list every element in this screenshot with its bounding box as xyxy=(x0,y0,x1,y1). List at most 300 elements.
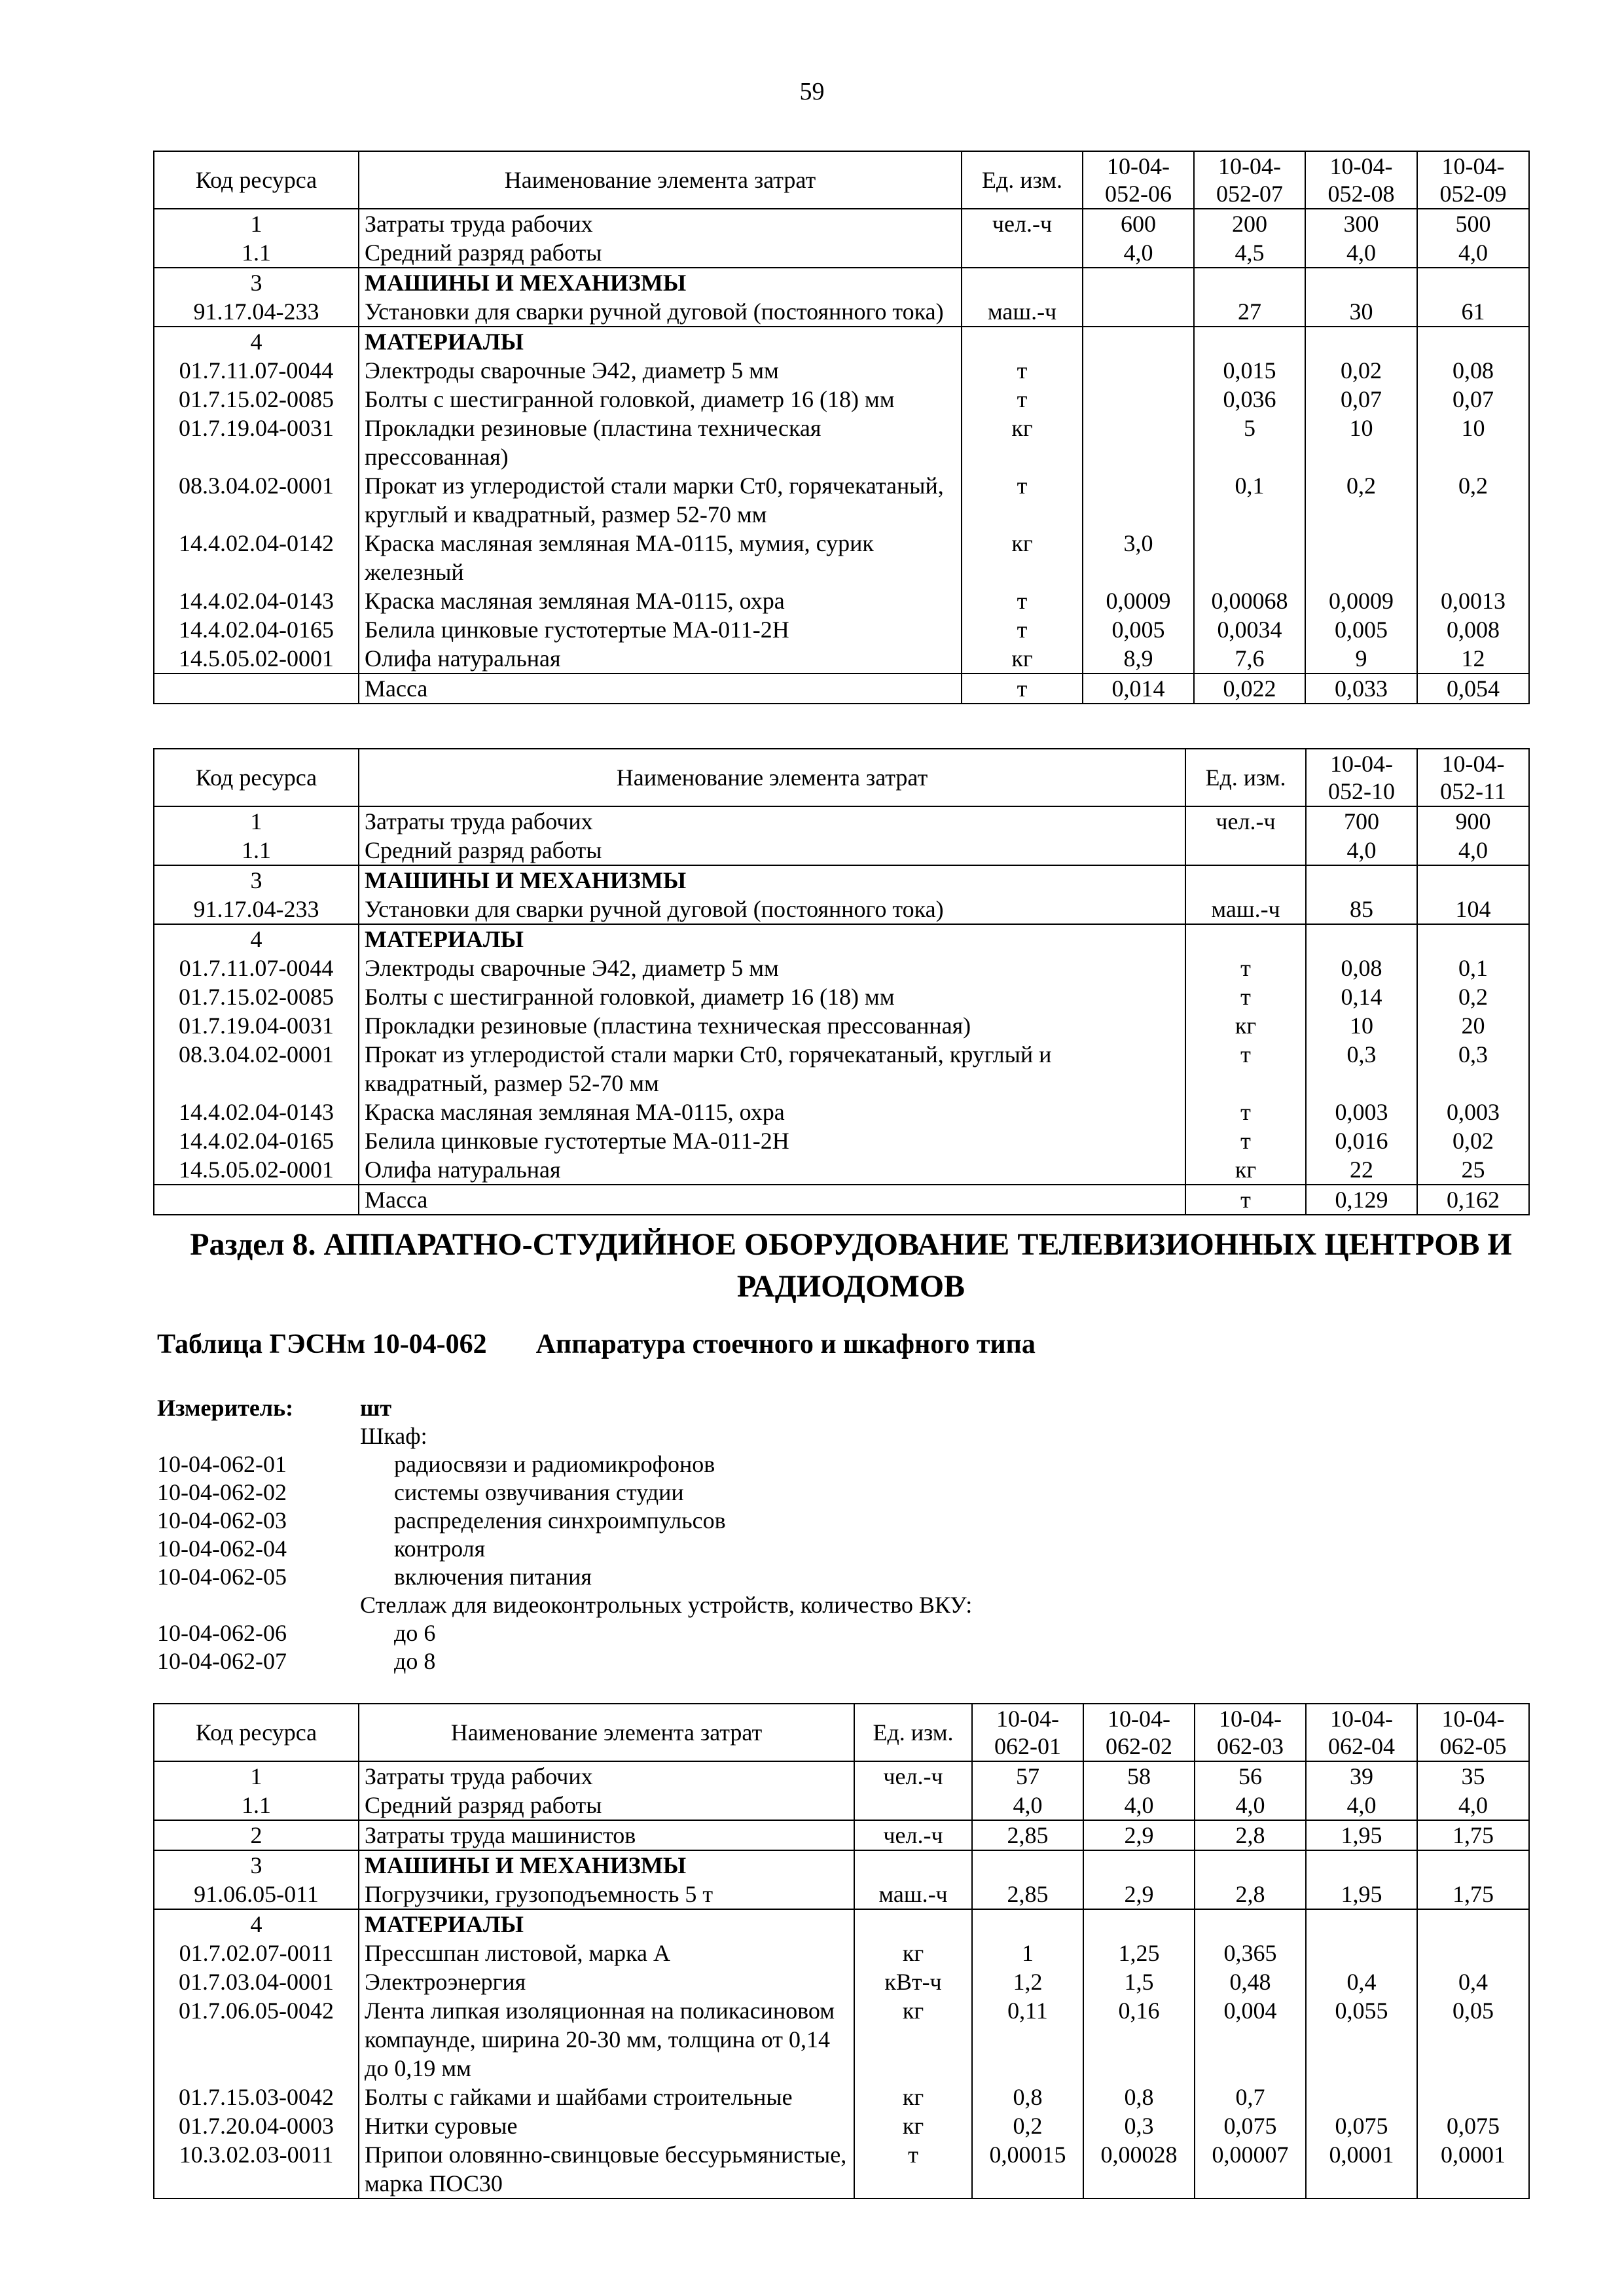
unit xyxy=(1185,836,1306,865)
value-cell xyxy=(1417,924,1529,954)
value-cell xyxy=(1306,924,1417,954)
resource-code: 14.4.02.04-0165 xyxy=(154,1126,359,1155)
resource-code: 01.7.20.04-0003 xyxy=(154,2111,359,2140)
value-cell: 0,003 xyxy=(1306,1098,1417,1126)
value-cell: 85 xyxy=(1306,895,1417,924)
meter-text: до 6 xyxy=(394,1620,436,1646)
value-cell: 0,0001 xyxy=(1306,2140,1417,2198)
value-cell: 39 xyxy=(1306,1761,1417,1791)
resource-name: Установки для сварки ручной дуговой (постоянного тока) xyxy=(359,297,962,327)
resource-name: Краска масляная земляная МА-0115, мумия, сурик железный xyxy=(359,529,962,586)
resource-name: Олифа натуральная xyxy=(359,644,962,673)
header-unit: Ед. изм. xyxy=(1185,749,1306,806)
table-row xyxy=(154,895,1529,924)
value-cell: 0,4 xyxy=(1417,1967,1529,1996)
value-cell xyxy=(1083,268,1194,297)
unit xyxy=(962,268,1083,297)
value-cell: 0,005 xyxy=(1305,615,1417,644)
value-cell: 2,9 xyxy=(1083,1820,1195,1850)
resource-name: Масса xyxy=(359,1185,1185,1215)
header-row xyxy=(154,749,1529,806)
resource-code: 01.7.15.03-0042 xyxy=(154,2083,359,2111)
resource-table-062 xyxy=(153,1703,1530,2199)
table-row xyxy=(154,414,1529,471)
unit: маш.-ч xyxy=(962,297,1083,327)
unit: т xyxy=(1185,982,1306,1011)
resource-name: Болты с шестигранной головкой, диаметр 16 (18) мм xyxy=(359,982,1185,1011)
table-row xyxy=(154,1155,1529,1185)
unit xyxy=(854,1850,972,1880)
value-cell: 0,0034 xyxy=(1194,615,1305,644)
value-cell: 2,8 xyxy=(1195,1880,1306,1909)
value-cell: 0,3 xyxy=(1417,1040,1529,1098)
resource-name: Погрузчики, грузоподъемность 5 т xyxy=(359,1880,854,1909)
value-cell: 10 xyxy=(1417,414,1529,471)
value-cell: 0,2 xyxy=(1417,471,1529,529)
table-row xyxy=(154,2083,1529,2111)
value-cell: 3,0 xyxy=(1083,529,1194,586)
resource-name: Прокат из углеродистой стали марки Ст0, горячекатаный, круглый и квадратный, размер 52-70 мм xyxy=(359,471,962,529)
resource-code xyxy=(154,1185,359,1215)
table-row xyxy=(154,1098,1529,1126)
unit: кг xyxy=(962,644,1083,673)
meter-code: 10-04-062-03 xyxy=(157,1507,287,1534)
value-cell: 4,0 xyxy=(1306,836,1417,865)
value-cell xyxy=(1306,1939,1417,1967)
resource-code: 14.5.05.02-0001 xyxy=(154,1155,359,1185)
value-cell: 0,05 xyxy=(1417,1996,1529,2083)
value-cell: 0,129 xyxy=(1306,1185,1417,1215)
resource-code: 91.06.05-011 xyxy=(154,1880,359,1909)
table-row xyxy=(154,297,1529,327)
value-cell: 1,25 xyxy=(1083,1939,1195,1967)
resource-code: 4 xyxy=(154,327,359,356)
value-cell: 0,008 xyxy=(1417,615,1529,644)
table-row xyxy=(154,1996,1529,2083)
value-cell xyxy=(1417,1939,1529,1967)
value-cell: 0,3 xyxy=(1306,1040,1417,1098)
header-code: Код ресурса xyxy=(154,749,359,806)
value-cell: 4,0 xyxy=(1417,238,1529,268)
value-cell: 1,5 xyxy=(1083,1967,1195,1996)
resource-code: 14.4.02.04-0142 xyxy=(154,529,359,586)
value-cell: 10 xyxy=(1305,414,1417,471)
value-cell: 4,0 xyxy=(1083,238,1194,268)
table-row xyxy=(154,1939,1529,1967)
resource-code: 08.3.04.02-0001 xyxy=(154,1040,359,1098)
unit: кг xyxy=(854,1939,972,1967)
resource-code: 4 xyxy=(154,924,359,954)
table-row xyxy=(154,2140,1529,2198)
value-cell: 12 xyxy=(1417,644,1529,673)
meter-code: Измеритель: xyxy=(157,1395,294,1421)
resource-code: 01.7.11.07-0044 xyxy=(154,954,359,982)
value-cell: 0,004 xyxy=(1195,1996,1306,2083)
value-cell: 4,0 xyxy=(1306,1791,1417,1820)
value-cell: 200 xyxy=(1194,209,1305,238)
table-row xyxy=(154,982,1529,1011)
header-row xyxy=(154,151,1529,209)
resource-code: 01.7.19.04-0031 xyxy=(154,414,359,471)
value-cell: 2,9 xyxy=(1083,1880,1195,1909)
value-cell: 5 xyxy=(1194,414,1305,471)
resource-name: Лента липкая изоляционная на поликасиновом компаунде, ширина 20-30 мм, толщина от 0,14 до 0,19 мм xyxy=(359,1996,854,2083)
value-cell: 0,00028 xyxy=(1083,2140,1195,2198)
value-cell xyxy=(1194,327,1305,356)
value-cell: 0,2 xyxy=(1417,982,1529,1011)
value-cell xyxy=(1306,865,1417,895)
table-row xyxy=(154,1909,1529,1939)
resource-code: 1.1 xyxy=(154,1791,359,1820)
unit: кг xyxy=(1185,1155,1306,1185)
value-cell xyxy=(1417,1850,1529,1880)
value-cell: 58 xyxy=(1083,1761,1195,1791)
value-cell: 2,85 xyxy=(972,1820,1083,1850)
value-cell: 0,2 xyxy=(972,2111,1083,2140)
table-row xyxy=(154,1791,1529,1820)
value-cell xyxy=(1417,2083,1529,2111)
value-cell: 4,0 xyxy=(1417,836,1529,865)
meter-text: до 8 xyxy=(394,1648,436,1674)
table-row xyxy=(154,924,1529,954)
value-cell: 1 xyxy=(972,1939,1083,1967)
resource-name: МАШИНЫ И МЕХАНИЗМЫ xyxy=(359,1850,854,1880)
resource-code: 1 xyxy=(154,1761,359,1791)
resource-name: Болты с шестигранной головкой, диаметр 16 (18) мм xyxy=(359,385,962,414)
value-cell: 0,2 xyxy=(1305,471,1417,529)
table-caption xyxy=(157,1329,1036,1360)
resource-name: Прессшпан листовой, марка А xyxy=(359,1939,854,1967)
resource-name: Электроэнергия xyxy=(359,1967,854,1996)
unit: т xyxy=(1185,1126,1306,1155)
value-cell: 1,95 xyxy=(1306,1820,1417,1850)
value-cell: 0,8 xyxy=(1083,2083,1195,2111)
value-cell xyxy=(1417,529,1529,586)
table-row xyxy=(154,1967,1529,1996)
value-cell: 56 xyxy=(1195,1761,1306,1791)
unit: т xyxy=(962,385,1083,414)
header-column-code: 10-04- 062-04 xyxy=(1306,1704,1417,1761)
value-cell xyxy=(1305,268,1417,297)
resource-code: 91.17.04-233 xyxy=(154,297,359,327)
value-cell: 0,014 xyxy=(1083,673,1194,704)
unit: т xyxy=(962,673,1083,704)
table-row xyxy=(154,1185,1529,1215)
unit: чел.-ч xyxy=(1185,806,1306,836)
value-cell: 0,7 xyxy=(1195,2083,1306,2111)
header-code: Код ресурса xyxy=(154,1704,359,1761)
value-cell xyxy=(1305,327,1417,356)
value-cell xyxy=(1194,529,1305,586)
value-cell xyxy=(1083,1909,1195,1939)
resource-name: Белила цинковые густотертые МА-011-2Н xyxy=(359,615,962,644)
header-column-code: 10-04- 052-11 xyxy=(1417,749,1529,806)
header-column-code: 10-04- 062-03 xyxy=(1195,1704,1306,1761)
value-cell: 0,14 xyxy=(1306,982,1417,1011)
meter-text: распределения синхроимпульсов xyxy=(394,1507,726,1534)
resource-code xyxy=(154,673,359,704)
unit: чел.-ч xyxy=(854,1820,972,1850)
resource-name: МАТЕРИАЛЫ xyxy=(359,327,962,356)
resource-code: 1 xyxy=(154,806,359,836)
value-cell: 30 xyxy=(1305,297,1417,327)
header-unit: Ед. изм. xyxy=(854,1704,972,1761)
unit: маш.-ч xyxy=(1185,895,1306,924)
value-cell: 0,00015 xyxy=(972,2140,1083,2198)
value-cell: 0,022 xyxy=(1194,673,1305,704)
value-cell: 0,48 xyxy=(1195,1967,1306,1996)
value-cell xyxy=(1083,1850,1195,1880)
value-cell: 10 xyxy=(1306,1011,1417,1040)
resource-name: Электроды сварочные Э42, диаметр 5 мм xyxy=(359,356,962,385)
table-row xyxy=(154,1850,1529,1880)
value-cell xyxy=(1083,385,1194,414)
value-cell: 4,5 xyxy=(1194,238,1305,268)
resource-name: Прокладки резиновые (пластина техническая прессованная) xyxy=(359,414,962,471)
value-cell: 0,033 xyxy=(1305,673,1417,704)
unit: чел.-ч xyxy=(854,1761,972,1791)
value-cell: 4,0 xyxy=(1195,1791,1306,1820)
unit xyxy=(854,1909,972,1939)
table-row xyxy=(154,1040,1529,1098)
resource-name: Средний разряд работы xyxy=(359,1791,854,1820)
value-cell: 25 xyxy=(1417,1155,1529,1185)
table-row xyxy=(154,1126,1529,1155)
resource-name: Затраты труда рабочих xyxy=(359,209,962,238)
value-cell: 0,02 xyxy=(1417,1126,1529,1155)
resource-table-052-a xyxy=(153,151,1530,704)
unit: т xyxy=(1185,954,1306,982)
value-cell: 4,0 xyxy=(1083,1791,1195,1820)
value-cell: 0,07 xyxy=(1305,385,1417,414)
header-code: Код ресурса xyxy=(154,151,359,209)
value-cell: 57 xyxy=(972,1761,1083,1791)
resource-name: Болты с гайками и шайбами строительные xyxy=(359,2083,854,2111)
value-cell: 0,0013 xyxy=(1417,586,1529,615)
table-row xyxy=(154,615,1529,644)
resource-code: 01.7.11.07-0044 xyxy=(154,356,359,385)
value-cell xyxy=(1194,268,1305,297)
resource-name: МАШИНЫ И МЕХАНИЗМЫ xyxy=(359,865,1185,895)
value-cell: 300 xyxy=(1305,209,1417,238)
value-cell: 7,6 xyxy=(1194,644,1305,673)
table-row xyxy=(154,2111,1529,2140)
value-cell: 2,8 xyxy=(1195,1820,1306,1850)
resource-name: Прокладки резиновые (пластина техническая прессованная) xyxy=(359,1011,1185,1040)
value-cell: 0,4 xyxy=(1306,1967,1417,1996)
meter-code: 10-04-062-06 xyxy=(157,1620,287,1646)
value-cell: 0,11 xyxy=(972,1996,1083,2083)
unit: маш.-ч xyxy=(854,1880,972,1909)
unit: кВт-ч xyxy=(854,1967,972,1996)
table-row xyxy=(154,471,1529,529)
unit xyxy=(854,1791,972,1820)
value-cell: 0,02 xyxy=(1305,356,1417,385)
table-caption-name: Аппаратура стоечного и шкафного типа xyxy=(535,1329,1036,1359)
table-row xyxy=(154,1880,1529,1909)
unit xyxy=(962,327,1083,356)
resource-name: Олифа натуральная xyxy=(359,1155,1185,1185)
value-cell: 35 xyxy=(1417,1761,1529,1791)
resource-code: 14.5.05.02-0001 xyxy=(154,644,359,673)
resource-code: 1 xyxy=(154,209,359,238)
value-cell xyxy=(1417,865,1529,895)
meter-code: 10-04-062-07 xyxy=(157,1648,287,1674)
header-column-code: 10-04- 062-01 xyxy=(972,1704,1083,1761)
meter-code: 10-04-062-04 xyxy=(157,1535,287,1562)
table-row xyxy=(154,673,1529,704)
header-column-code: 10-04- 052-10 xyxy=(1306,749,1417,806)
unit: кг xyxy=(854,1996,972,2083)
meter-code: 10-04-062-01 xyxy=(157,1451,287,1477)
value-cell xyxy=(1083,414,1194,471)
table-row xyxy=(154,644,1529,673)
value-cell xyxy=(1306,1909,1417,1939)
table-row xyxy=(154,586,1529,615)
resource-name: Затраты труда машинистов xyxy=(359,1820,854,1850)
resource-code: 3 xyxy=(154,865,359,895)
resource-code: 3 xyxy=(154,268,359,297)
value-cell xyxy=(1417,327,1529,356)
meter-text: Шкаф: xyxy=(360,1423,427,1449)
resource-code: 01.7.06.05-0042 xyxy=(154,1996,359,2083)
value-cell: 0,08 xyxy=(1417,356,1529,385)
value-cell: 0,08 xyxy=(1306,954,1417,982)
value-cell: 22 xyxy=(1306,1155,1417,1185)
meter-text: радиосвязи и радиомикрофонов xyxy=(394,1451,715,1477)
header-column-code: 10-04- 052-09 xyxy=(1417,151,1529,209)
resource-name: Затраты труда рабочих xyxy=(359,806,1185,836)
resource-name: Установки для сварки ручной дуговой (постоянного тока) xyxy=(359,895,1185,924)
resource-name: Средний разряд работы xyxy=(359,238,962,268)
resource-code: 10.3.02.03-0011 xyxy=(154,2140,359,2198)
resource-name: Прокат из углеродистой стали марки Ст0, горячекатаный, круглый и квадратный, размер 52-70 мм xyxy=(359,1040,1185,1098)
resource-name: Электроды сварочные Э42, диаметр 5 мм xyxy=(359,954,1185,982)
resource-code: 01.7.15.02-0085 xyxy=(154,982,359,1011)
meter-text: шт xyxy=(360,1395,392,1421)
table-row xyxy=(154,356,1529,385)
value-cell: 0,07 xyxy=(1417,385,1529,414)
value-cell: 1,75 xyxy=(1417,1820,1529,1850)
table-row xyxy=(154,865,1529,895)
value-cell: 9 xyxy=(1305,644,1417,673)
table-row xyxy=(154,529,1529,586)
table-row xyxy=(154,836,1529,865)
resource-code: 01.7.02.07-0011 xyxy=(154,1939,359,1967)
value-cell: 0,005 xyxy=(1083,615,1194,644)
section-title: Раздел 8. АППАРАТНО-СТУДИЙНОЕ ОБОРУДОВАНИЕ ТЕЛЕВИЗИОННЫХ ЦЕНТРОВ И РАДИОДОМОВ xyxy=(190,1227,1512,1304)
value-cell xyxy=(1417,1909,1529,1939)
unit: т xyxy=(1185,1098,1306,1126)
value-cell: 0,3 xyxy=(1083,2111,1195,2140)
resource-code: 01.7.03.04-0001 xyxy=(154,1967,359,1996)
resource-code: 01.7.19.04-0031 xyxy=(154,1011,359,1040)
resource-name: Краска масляная земляная МА-0115, охра xyxy=(359,1098,1185,1126)
value-cell xyxy=(972,1909,1083,1939)
value-cell: 4,0 xyxy=(1417,1791,1529,1820)
value-cell xyxy=(1083,471,1194,529)
unit: т xyxy=(854,2140,972,2198)
value-cell: 20 xyxy=(1417,1011,1529,1040)
value-cell: 0,365 xyxy=(1195,1939,1306,1967)
value-cell: 500 xyxy=(1417,209,1529,238)
meter-text: контроля xyxy=(394,1535,486,1562)
meter-code: 10-04-062-02 xyxy=(157,1479,287,1505)
unit: кг xyxy=(962,414,1083,471)
table-row xyxy=(154,954,1529,982)
unit: т xyxy=(1185,1040,1306,1098)
unit: т xyxy=(1185,1185,1306,1215)
header-name: Наименование элемента затрат xyxy=(359,749,1185,806)
value-cell xyxy=(1305,529,1417,586)
value-cell: 0,003 xyxy=(1417,1098,1529,1126)
table-row xyxy=(154,327,1529,356)
value-cell: 0,0009 xyxy=(1305,586,1417,615)
value-cell: 4,0 xyxy=(1305,238,1417,268)
value-cell: 0,075 xyxy=(1195,2111,1306,2140)
header-column-code: 10-04- 052-08 xyxy=(1305,151,1417,209)
unit xyxy=(962,238,1083,268)
resource-name: МАТЕРИАЛЫ xyxy=(359,924,1185,954)
resource-code: 91.17.04-233 xyxy=(154,895,359,924)
value-cell: 0,1 xyxy=(1417,954,1529,982)
value-cell xyxy=(1306,1850,1417,1880)
value-cell: 0,055 xyxy=(1306,1996,1417,2083)
unit: т xyxy=(962,471,1083,529)
table-row xyxy=(154,209,1529,238)
resource-name: Масса xyxy=(359,673,962,704)
header-column-code: 10-04- 062-05 xyxy=(1417,1704,1529,1761)
resource-name: Средний разряд работы xyxy=(359,836,1185,865)
resource-table-052-b xyxy=(153,748,1530,1215)
unit xyxy=(1185,924,1306,954)
unit: чел.-ч xyxy=(962,209,1083,238)
value-cell: 0,016 xyxy=(1306,1126,1417,1155)
table-row xyxy=(154,1820,1529,1850)
value-cell: 8,9 xyxy=(1083,644,1194,673)
table-row xyxy=(154,268,1529,297)
resource-code: 14.4.02.04-0165 xyxy=(154,615,359,644)
value-cell: 0,015 xyxy=(1194,356,1305,385)
value-cell xyxy=(972,1850,1083,1880)
unit: т xyxy=(962,586,1083,615)
value-cell xyxy=(1195,1909,1306,1939)
value-cell: 600 xyxy=(1083,209,1194,238)
header-column-code: 10-04- 052-06 xyxy=(1083,151,1194,209)
unit: т xyxy=(962,356,1083,385)
meter-code: 10-04-062-05 xyxy=(157,1564,287,1590)
resource-name: МАШИНЫ И МЕХАНИЗМЫ xyxy=(359,268,962,297)
value-cell: 0,00068 xyxy=(1194,586,1305,615)
value-cell: 1,2 xyxy=(972,1967,1083,1996)
value-cell: 0,075 xyxy=(1417,2111,1529,2140)
unit: кг xyxy=(854,2111,972,2140)
value-cell: 4,0 xyxy=(972,1791,1083,1820)
resource-name: Затраты труда рабочих xyxy=(359,1761,854,1791)
resource-code: 01.7.15.02-0085 xyxy=(154,385,359,414)
value-cell: 61 xyxy=(1417,297,1529,327)
resource-name: МАТЕРИАЛЫ xyxy=(359,1909,854,1939)
value-cell: 0,0001 xyxy=(1417,2140,1529,2198)
value-cell xyxy=(1083,327,1194,356)
table-row xyxy=(154,1011,1529,1040)
header-column-code: 10-04- 062-02 xyxy=(1083,1704,1195,1761)
value-cell: 2,85 xyxy=(972,1880,1083,1909)
table-row xyxy=(154,238,1529,268)
value-cell: 1,75 xyxy=(1417,1880,1529,1909)
value-cell: 0,075 xyxy=(1306,2111,1417,2140)
resource-name: Краска масляная земляная МА-0115, охра xyxy=(359,586,962,615)
